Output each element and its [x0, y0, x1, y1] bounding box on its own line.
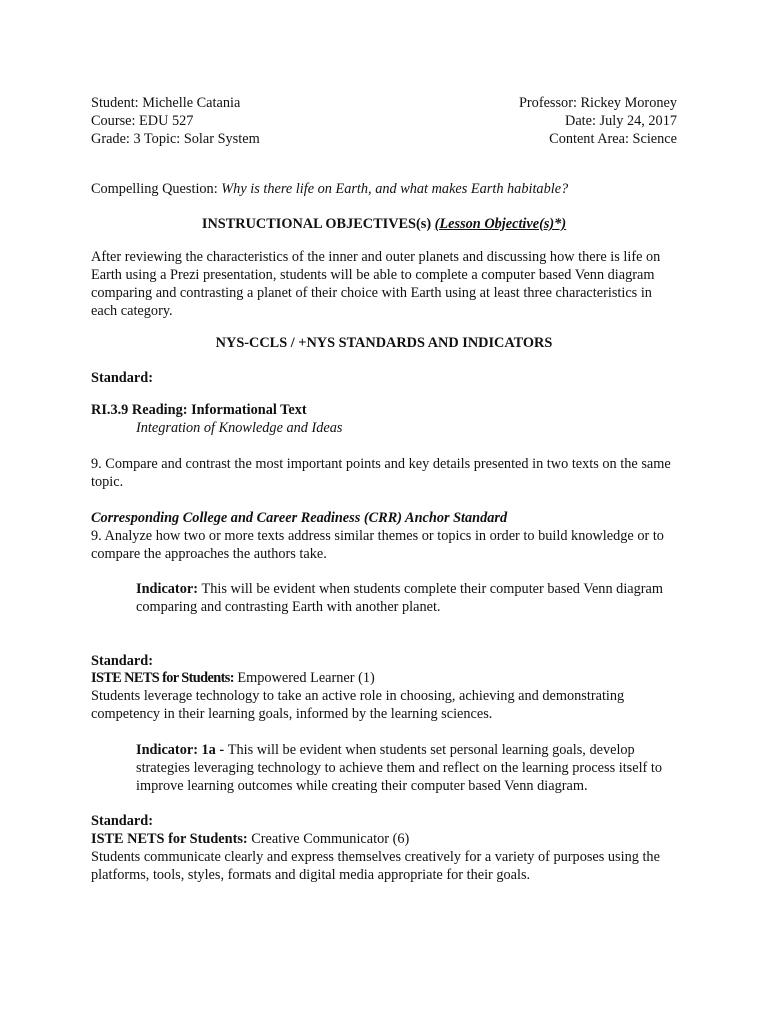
standard2-text: Students leverage technology to take an active role in choosing, achieving and demonstrating competency in their learning goals, informed by the learning sciences. [91, 688, 625, 722]
course-line: Course: EDU 527 [91, 113, 194, 129]
indicator-label: Indicator: [136, 581, 202, 597]
indicator-text: This will be evident when students complete their computer based Venn diagram comparing and contrasting Earth with another planet. [136, 581, 664, 615]
standard1-strand: Integration of Knowledge and Ideas [136, 420, 343, 436]
standard3-label: Standard: [91, 813, 153, 829]
compelling-question [91, 180, 677, 198]
compelling-label: Compelling Question: [91, 181, 222, 197]
date-line: Date: July 24, 2017 [565, 113, 677, 129]
iste-value: Empowered Learner (1) [233, 670, 375, 686]
header-right [519, 94, 677, 148]
iste-label: ISTE NETS for Students: [91, 831, 248, 847]
objectives-heading-sub: (Lesson Objective(s)*) [434, 216, 567, 232]
standard1-code: RI.3.9 Reading: Informational Text [91, 402, 307, 418]
grade-topic-line: Grade: 3 Topic: Solar System [91, 131, 260, 147]
header-block [91, 94, 677, 148]
compelling-text: Why is there life on Earth, and what makes Earth habitable? [221, 181, 569, 197]
standard2-iste [91, 669, 677, 687]
standards-heading: NYS-CCLS / +NYS STANDARDS AND INDICATORS [215, 335, 553, 351]
standard1-label: Standard: [91, 370, 153, 386]
student-line: Student: Michelle Catania [91, 95, 241, 111]
iste-label: ISTE NETS for Students: [91, 670, 234, 686]
standard1-indicator [136, 580, 677, 616]
standard2-indicator [136, 741, 677, 795]
content-area-line: Content Area: Science [549, 131, 677, 147]
header-left [91, 94, 260, 148]
standard3-iste [91, 830, 677, 848]
crr-text: 9. Analyze how two or more texts address similar themes or topics in order to build knowledge or to compare the approaches the authors take. [91, 528, 664, 562]
standard3-text: Students communicate clearly and express themselves creatively for a variety of purposes using the platforms, tools, styles, formats and digital media appropriate for their goals. [91, 849, 660, 883]
objectives-body: After reviewing the characteristics of the inner and outer planets and discussing how there is life on Earth using a Prezi presentation, students will be able to complete a computer based Venn diagram comparing and contrasting a planet of their choice with Earth using at least three characteristics in each category. [91, 249, 661, 319]
standard2-label: Standard: [91, 653, 153, 669]
indicator-text: This will be evident when students set personal learning goals, develop strategies leveraging technology to achieve them and reflect on the learning process itself to improve learning outcomes while creating their computer based Venn diagram. [136, 742, 663, 794]
standard1-text: 9. Compare and contrast the most important points and key details presented in two texts on the same topic. [91, 456, 671, 490]
objectives-heading [91, 215, 677, 233]
objectives-heading-text: INSTRUCTIONAL OBJECTIVES(s) [201, 216, 435, 232]
crr-title: Corresponding College and Career Readiness (CRR) Anchor Standard [91, 510, 508, 526]
iste-value: Creative Communicator (6) [247, 831, 410, 847]
indicator-label: Indicator: 1a - [136, 742, 228, 758]
professor-line: Professor: Rickey Moroney [518, 95, 677, 111]
